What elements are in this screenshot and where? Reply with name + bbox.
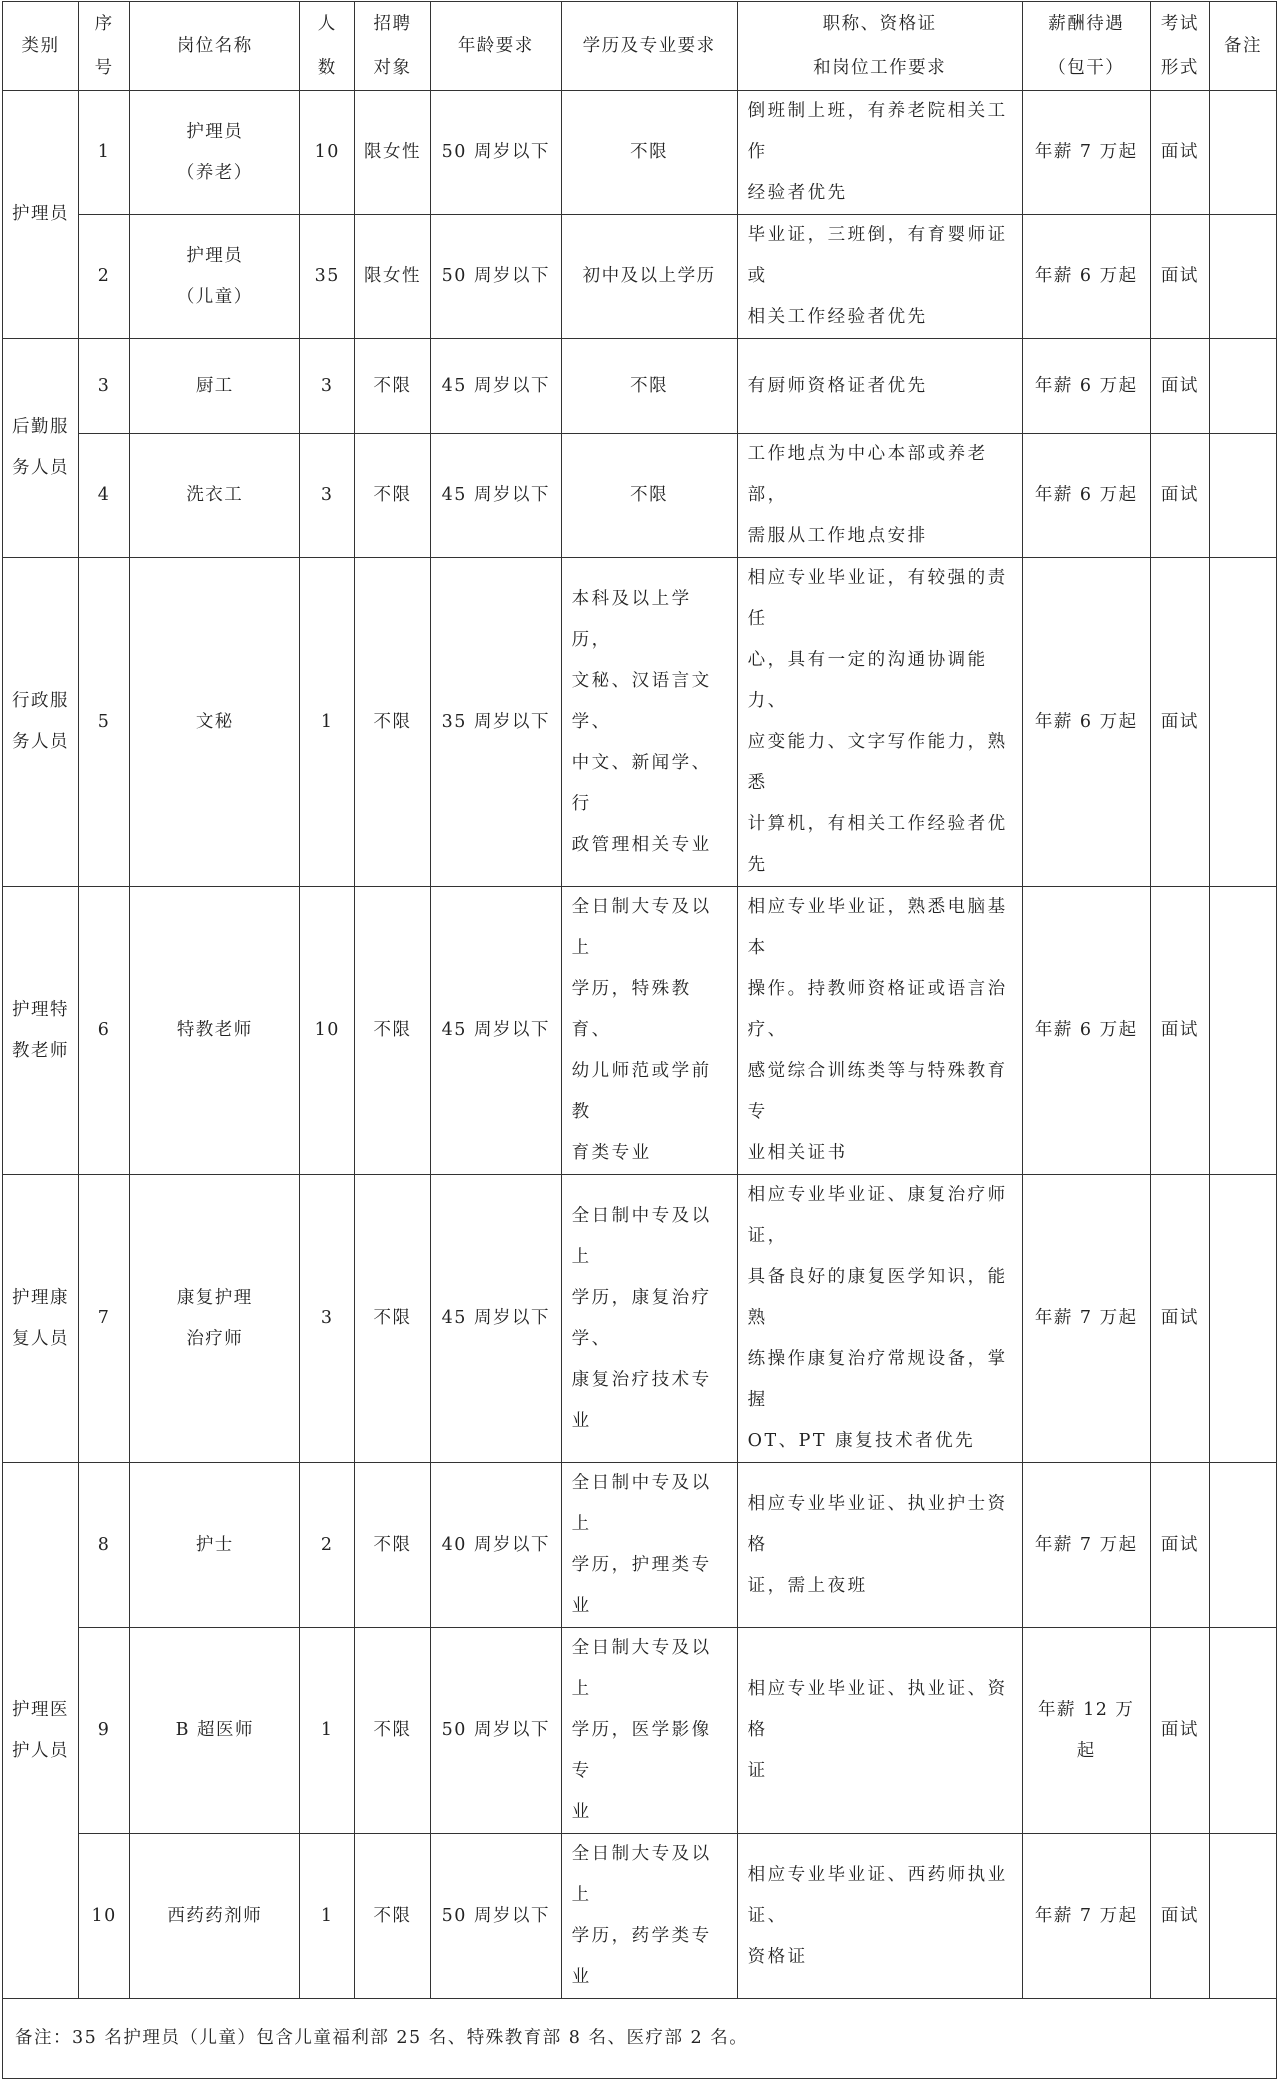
salary-cell: 年薪 12 万起 — [1022, 1628, 1150, 1834]
header-exam: 考试 形式 — [1150, 2, 1209, 91]
requirements-cell: 相应专业毕业证、康复治疗师证， 具备良好的康复医学知识，能熟 练操作康复治疗常规设备，掌握 OT、PT 康复技术者优先 — [737, 1175, 1022, 1463]
age-cell: 45 周岁以下 — [431, 887, 562, 1175]
target-cell: 不限 — [354, 1628, 430, 1834]
seq-cell: 2 — [79, 215, 130, 339]
header-age: 年龄要求 — [431, 2, 562, 91]
seq-cell: 3 — [79, 339, 130, 434]
table-body — [3, 2, 1277, 2079]
exam-cell: 面试 — [1150, 91, 1209, 215]
remark-cell — [1209, 558, 1276, 887]
target-cell: 不限 — [354, 1834, 430, 1999]
target-cell: 限女性 — [354, 91, 430, 215]
requirements-cell: 有厨师资格证者优先 — [737, 339, 1022, 434]
exam-cell: 面试 — [1150, 1834, 1209, 1999]
position-cell: 护士 — [130, 1463, 300, 1628]
header-count: 人数 — [300, 2, 355, 91]
header-remark: 备注 — [1209, 2, 1276, 91]
exam-cell: 面试 — [1150, 339, 1209, 434]
requirements-cell: 相应专业毕业证，有较强的责任 心，具有一定的沟通协调能力、 应变能力、文字写作能力，熟悉 计算机，有相关工作经验者优先 — [737, 558, 1022, 887]
seq-cell: 1 — [79, 91, 130, 215]
remark-cell — [1209, 91, 1276, 215]
salary-cell: 年薪 6 万起 — [1022, 887, 1150, 1175]
education-cell: 不限 — [561, 91, 737, 215]
category-cell: 护理特 教老师 — [3, 887, 79, 1175]
table-row — [3, 1463, 1277, 1628]
position-cell: 文秘 — [130, 558, 300, 887]
requirements-cell: 相应专业毕业证、执业护士资格 证，需上夜班 — [737, 1463, 1022, 1628]
seq-cell: 6 — [79, 887, 130, 1175]
seq-cell: 5 — [79, 558, 130, 887]
target-cell: 不限 — [354, 1175, 430, 1463]
target-cell: 不限 — [354, 1463, 430, 1628]
position-cell: 护理员 （养老） — [130, 91, 300, 215]
age-cell: 50 周岁以下 — [431, 91, 562, 215]
table-row — [3, 91, 1277, 215]
education-cell: 全日制大专及以上 学历，药学类专业 — [561, 1834, 737, 1999]
salary-cell: 年薪 7 万起 — [1022, 1463, 1150, 1628]
exam-cell: 面试 — [1150, 1628, 1209, 1834]
count-cell: 2 — [300, 1463, 355, 1628]
education-cell: 初中及以上学历 — [561, 215, 737, 339]
age-cell: 45 周岁以下 — [431, 1175, 562, 1463]
salary-cell: 年薪 7 万起 — [1022, 91, 1150, 215]
table-row — [3, 1175, 1277, 1463]
target-cell: 不限 — [354, 434, 430, 558]
exam-cell: 面试 — [1150, 215, 1209, 339]
count-cell: 3 — [300, 1175, 355, 1463]
category-cell: 行政服 务人员 — [3, 558, 79, 887]
age-cell: 40 周岁以下 — [431, 1463, 562, 1628]
target-cell: 不限 — [354, 339, 430, 434]
education-cell: 本科及以上学历， 文秘、汉语言文学、 中文、新闻学、行 政管理相关专业 — [561, 558, 737, 887]
seq-cell: 8 — [79, 1463, 130, 1628]
exam-cell: 面试 — [1150, 1175, 1209, 1463]
count-cell: 35 — [300, 215, 355, 339]
salary-cell: 年薪 6 万起 — [1022, 558, 1150, 887]
table-row — [3, 1628, 1277, 1834]
remark-cell — [1209, 1175, 1276, 1463]
exam-cell: 面试 — [1150, 887, 1209, 1175]
exam-cell: 面试 — [1150, 1463, 1209, 1628]
education-cell: 全日制大专及以上 学历，特殊教育、 幼儿师范或学前教 育类专业 — [561, 887, 737, 1175]
age-cell: 35 周岁以下 — [431, 558, 562, 887]
salary-cell: 年薪 6 万起 — [1022, 434, 1150, 558]
table-row — [3, 215, 1277, 339]
count-cell: 1 — [300, 1628, 355, 1834]
seq-cell: 4 — [79, 434, 130, 558]
category-cell: 护理员 — [3, 91, 79, 339]
remark-cell — [1209, 434, 1276, 558]
requirements-cell: 工作地点为中心本部或养老部， 需服从工作地点安排 — [737, 434, 1022, 558]
salary-cell: 年薪 6 万起 — [1022, 215, 1150, 339]
table-row — [3, 887, 1277, 1175]
header-target: 招聘 对象 — [354, 2, 430, 91]
header-education: 学历及专业要求 — [561, 2, 737, 91]
exam-cell: 面试 — [1150, 558, 1209, 887]
footnote-row — [3, 1999, 1277, 2079]
requirements-cell: 倒班制上班，有养老院相关工作 经验者优先 — [737, 91, 1022, 215]
position-cell: B 超医师 — [130, 1628, 300, 1834]
header-requirements: 职称、资格证 和岗位工作要求 — [737, 2, 1022, 91]
header-position: 岗位名称 — [130, 2, 300, 91]
remark-cell — [1209, 215, 1276, 339]
footnote: 备注：35 名护理员（儿童）包含儿童福利部 25 名、特殊教育部 8 名、医疗部 2 名。 — [3, 1999, 1277, 2079]
table-row — [3, 434, 1277, 558]
age-cell: 45 周岁以下 — [431, 339, 562, 434]
requirements-cell: 相应专业毕业证、执业证、资格 证 — [737, 1628, 1022, 1834]
count-cell: 1 — [300, 1834, 355, 1999]
remark-cell — [1209, 1628, 1276, 1834]
target-cell: 不限 — [354, 887, 430, 1175]
count-cell: 3 — [300, 339, 355, 434]
requirements-cell: 相应专业毕业证、西药师执业证、 资格证 — [737, 1834, 1022, 1999]
category-cell: 后勤服 务人员 — [3, 339, 79, 558]
count-cell: 3 — [300, 434, 355, 558]
position-cell: 特教老师 — [130, 887, 300, 1175]
category-cell: 护理医 护人员 — [3, 1463, 79, 1999]
age-cell: 50 周岁以下 — [431, 215, 562, 339]
header-salary: 薪酬待遇 （包干） — [1022, 2, 1150, 91]
header-seq: 序 号 — [79, 2, 130, 91]
requirements-cell: 毕业证，三班倒，有育婴师证或 相关工作经验者优先 — [737, 215, 1022, 339]
header-row — [3, 2, 1277, 91]
position-cell: 护理员 （儿童） — [130, 215, 300, 339]
age-cell: 45 周岁以下 — [431, 434, 562, 558]
education-cell: 全日制大专及以上 学历，医学影像专 业 — [561, 1628, 737, 1834]
remark-cell — [1209, 339, 1276, 434]
target-cell: 不限 — [354, 558, 430, 887]
salary-cell: 年薪 7 万起 — [1022, 1175, 1150, 1463]
seq-cell: 7 — [79, 1175, 130, 1463]
count-cell: 10 — [300, 91, 355, 215]
position-cell: 康复护理 治疗师 — [130, 1175, 300, 1463]
position-cell: 厨工 — [130, 339, 300, 434]
header-category: 类别 — [3, 2, 79, 91]
seq-cell: 9 — [79, 1628, 130, 1834]
category-cell: 护理康 复人员 — [3, 1175, 79, 1463]
recruitment-table — [2, 1, 1277, 2079]
position-cell: 西药药剂师 — [130, 1834, 300, 1999]
exam-cell: 面试 — [1150, 434, 1209, 558]
position-cell: 洗衣工 — [130, 434, 300, 558]
target-cell: 限女性 — [354, 215, 430, 339]
education-cell: 全日制中专及以上 学历，康复治疗学、 康复治疗技术专业 — [561, 1175, 737, 1463]
salary-cell: 年薪 6 万起 — [1022, 339, 1150, 434]
remark-cell — [1209, 1463, 1276, 1628]
age-cell: 50 周岁以下 — [431, 1628, 562, 1834]
table-row — [3, 1834, 1277, 1999]
remark-cell — [1209, 1834, 1276, 1999]
seq-cell: 10 — [79, 1834, 130, 1999]
table-row — [3, 339, 1277, 434]
requirements-cell: 相应专业毕业证，熟悉电脑基本 操作。持教师资格证或语言治疗、 感觉综合训练类等与特殊教育专 业相关证书 — [737, 887, 1022, 1175]
count-cell: 10 — [300, 887, 355, 1175]
remark-cell — [1209, 887, 1276, 1175]
education-cell: 不限 — [561, 339, 737, 434]
table-row — [3, 558, 1277, 887]
salary-cell: 年薪 7 万起 — [1022, 1834, 1150, 1999]
education-cell: 不限 — [561, 434, 737, 558]
count-cell: 1 — [300, 558, 355, 887]
age-cell: 50 周岁以下 — [431, 1834, 562, 1999]
education-cell: 全日制中专及以上 学历，护理类专业 — [561, 1463, 737, 1628]
